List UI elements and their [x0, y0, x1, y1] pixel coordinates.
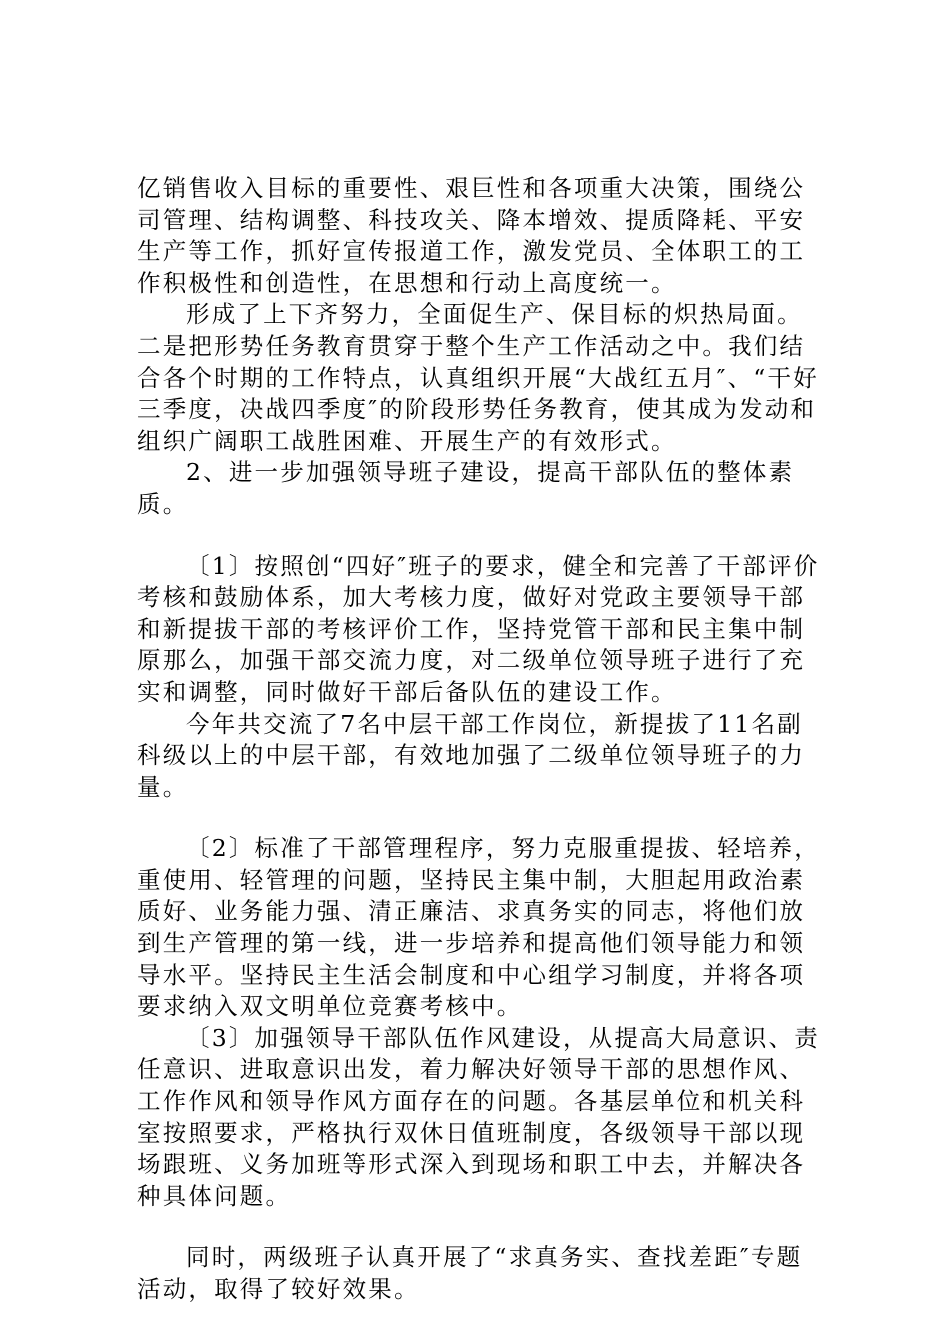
- paragraph-8: 同时，两级班子认真开展了“求真务实、查找差距″专题活动，取得了较好效果。: [137, 1243, 803, 1303]
- paragraph-4: 〔1〕按照创“四好″班子的要求，健全和完善了干部评价考核和鼓励体系，加大考核力度，做好对党政主要领导干部和新提拔干部的考核评价工作，坚持党管干部和民主集中制原那么，加强干部交流力度，对二级单位领导班子进行了充实和调整，同时做好干部后备队伍的建设工作。: [137, 551, 820, 706]
- paragraph-5: 今年共交流了7名中层干部工作岗位，新提拔了11名副科级以上的中层干部，有效地加强了二级单位领导班子的力量。: [137, 709, 806, 801]
- document-body: [137, 173, 827, 1306]
- paragraph-7: 〔3〕加强领导干部队伍作风建设，从提高大局意识、责任意识、进取意识出发，着力解决好领导干部的思想作风、工作作风和领导作风方面存在的问题。各基层单位和机关科室按照要求，严格执行双休日值班制度，各级领导干部以现场跟班、义务加班等形式深入到现场和职工中去，并解决各种具体问题。: [137, 1023, 820, 1210]
- paragraph-2: 形成了上下齐努力，全面促生产、保目标的炽热局面。二是把形势任务教育贯穿于整个生产工作活动之中。我们结合各个时期的工作特点，认真组织开展“大战红五月″、“干好三季度，决战四季度″的阶段形势任务教育，使其成为发动和组织广阔职工战胜困难、开展生产的有效形式。: [137, 300, 819, 455]
- paragraph-3: 2、进一步加强领导班子建设，提高干部队伍的整体素质。: [137, 458, 795, 518]
- paragraph-1: 亿销售收入目标的重要性、艰巨性和各项重大决策，围绕公司管理、结构调整、科技攻关、降本增效、提质降耗、平安生产等工作，抓好宣传报道工作，激发党员、全体职工的工作积极性和创造性，在思想和行动上高度统一。: [137, 174, 806, 297]
- paragraph-6: 〔2〕标准了干部管理程序，努力克服重提拔、轻培养，重使用、轻管理的问题，坚持民主集中制，大胆起用政治素质好、业务能力强、清正廉洁、求真务实的同志，将他们放到生产管理的第一线，进一步培养和提高他们领导能力和领导水平。坚持民主生活会制度和中心组学习制度，并将各项要求纳入双文明单位竞赛考核中。: [137, 834, 820, 1021]
